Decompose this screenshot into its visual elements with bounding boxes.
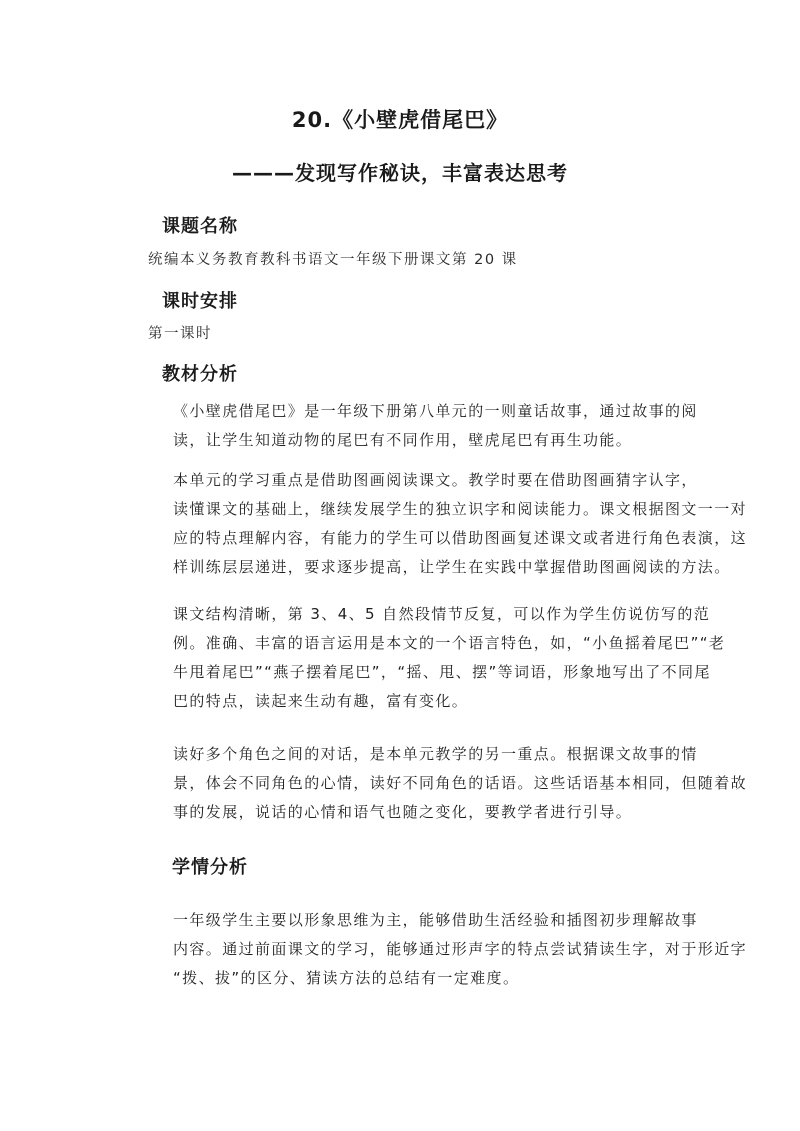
paragraph-line: 景，体会不同角色的心情，读好不同角色的话语。这些话语基本相同，但随着故 — [173, 774, 748, 792]
paragraph-line: 事的发展，说话的心情和语气也随之变化，要教学者进行引导。 — [173, 803, 633, 821]
lesson-name-text: 统编本义务教育教科书语文一年级下册课文第 20 课 — [148, 252, 518, 268]
paragraph-line: 《小壁虎借尾巴》是一年级下册第八单元的一则童话故事，通过故事的阅 — [173, 402, 698, 420]
paragraph-line: 读懂课文的基础上，继续发展学生的独立识字和阅读能力。课文根据图文一一对 — [173, 500, 748, 518]
document-title: 20.《小壁虎借尾巴》 — [291, 108, 509, 132]
section-heading-schedule: 课时安排 — [162, 291, 238, 312]
paragraph-structure — [148, 600, 726, 716]
paragraph-line: 应的特点理解内容，有能力的学生可以借助图画复述课文或者进行角色表演，这 — [173, 529, 748, 547]
paragraph-learners — [148, 906, 748, 993]
paragraph-line: 巴的特点，读起来生动有趣，富有变化。 — [173, 692, 469, 710]
paragraph-line: 牛甩着尾巴”“燕子摆着尾巴”，“摇、甩、摆”等词语，形象地写出了不同尾 — [173, 663, 711, 681]
paragraph-line: 课文结构清晰，第 3、4、5 自然段情节反复，可以作为学生仿说仿写的范 — [173, 605, 711, 623]
paragraph-line: 读，让学生知道动物的尾巴有不同作用，壁虎尾巴有再生功能。 — [173, 431, 633, 449]
paragraph-dialogue — [148, 740, 748, 827]
document-subtitle: ———发现写作秘诀，丰富表达思考 — [232, 161, 568, 185]
paragraph-intro — [148, 397, 698, 455]
paragraph-line: 内容。通过前面课文的学习，能够通过形声字的特点尝试猜读生字，对于形近字 — [173, 940, 748, 958]
paragraph-line: 读好多个角色之间的对话，是本单元教学的另一重点。根据课文故事的情 — [173, 745, 698, 763]
section-heading-lesson-name: 课题名称 — [162, 216, 238, 237]
paragraph-line: 例。准确、丰富的语言运用是本文的一个语言特色，如，“小鱼摇着尾巴”“老 — [173, 634, 726, 652]
paragraph-line: “拨、拔”的区分、猜读方法的总结有一定难度。 — [173, 969, 520, 987]
paragraph-line: 本单元的学习重点是借助图画阅读课文。教学时要在借助图画猜字认字， — [173, 471, 698, 489]
section-heading-learner-analysis: 学情分析 — [172, 857, 248, 878]
paragraph-unit-focus — [148, 466, 748, 582]
section-heading-textbook-analysis: 教材分析 — [162, 364, 238, 385]
schedule-text: 第一课时 — [148, 326, 212, 342]
paragraph-line: 一年级学生主要以形象思维为主，能够借助生活经验和插图初步理解故事 — [173, 911, 698, 929]
paragraph-line: 样训练层层递进，要求逐步提高，让学生在实践中掌握借助图画阅读的方法。 — [173, 558, 731, 576]
